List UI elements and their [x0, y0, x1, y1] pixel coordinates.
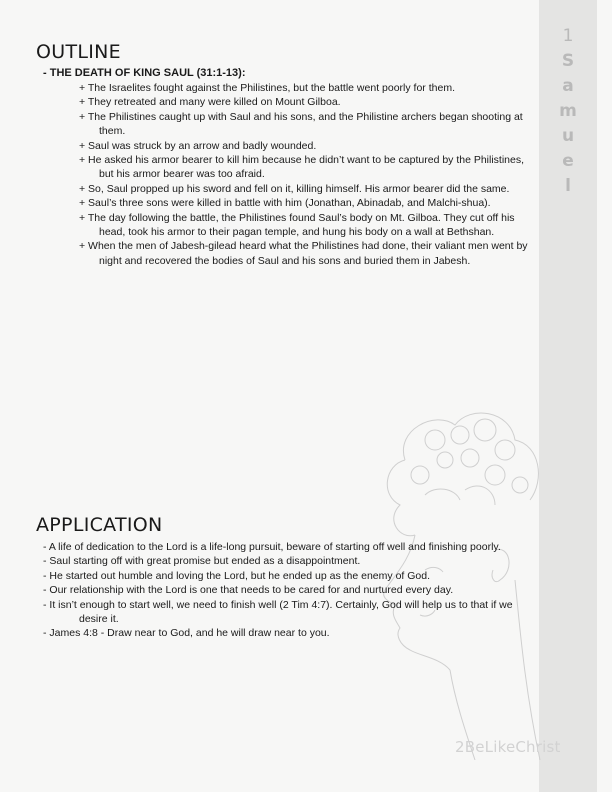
outline-item: + Saul was struck by an arrow and badly wounded. [79, 139, 317, 152]
application-list [43, 540, 533, 641]
book-sidebar [539, 0, 597, 792]
outline-item: + The day following the battle, the Philistines found Saul’s body on Mt. Gilboa. They cut off his head, took his armor to their pagan temple, and hung his body on a wall at Bethshan. [79, 211, 515, 239]
sidebar-letter: S [561, 51, 575, 71]
outline-heading: OUTLINE [36, 41, 121, 63]
sidebar-book-title [539, 24, 597, 199]
application-item: - Saul starting off with great promise but ended as a disappointment. [43, 555, 361, 568]
sidebar-letter: e [562, 151, 574, 171]
outline-item: + When the men of Jabesh-gilead heard what the Philistines had done, their valiant men went by night and recovered the bodies of Saul and his sons and buried them in Jabesh. [79, 240, 528, 267]
application-heading: APPLICATION [36, 514, 163, 536]
outline-item: + They retreated and many were killed on Mount Gilboa. [79, 96, 341, 109]
sidebar-book-number: 1 [562, 26, 574, 46]
outline-item: + Saul’s three sons were killed in battle with him (Jonathan, Abinadab, and Malchi-shua). [79, 197, 491, 210]
application-item: - It isn’t enough to start well, we need to finish well (2 Tim 4:7). Certainly, God will help us to that if we desire it. [43, 598, 513, 626]
application-item: - A life of dedication to the Lord is a life-long pursuit, beware of starting off well and finishing poorly. [43, 541, 501, 553]
application-item: - Our relationship with the Lord is one that needs to be cared for and nurtured every day. [43, 584, 454, 597]
outline-section-title: - THE DEATH OF KING SAUL (31:1-13): [43, 67, 246, 79]
outline-item: + So, Saul propped up his sword and fell on it, killing himself. His armor bearer did the same. [79, 182, 510, 195]
sidebar-letter: u [561, 126, 575, 146]
sidebar-letter: l [565, 176, 571, 196]
outline-item: + The Philistines caught up with Saul and his sons, and the Philistine archers began shooting at them. [79, 110, 523, 138]
application-item: - James 4:8 - Draw near to God, and he will draw near to you. [43, 627, 330, 640]
application-item: - He started out humble and loving the Lord, but he ended up as the enemy of God. [43, 569, 431, 582]
outline-item: + The Israelites fought against the Philistines, but the battle went poorly for them. [79, 82, 455, 94]
outline-list [79, 81, 529, 268]
sidebar-letter: a [562, 76, 574, 96]
sidebar-letter: m [559, 101, 577, 121]
outline-item: + He asked his armor bearer to kill him because he didn’t want to be captured by the Philistines, but his armor bearer was too afraid. [79, 154, 525, 181]
site-watermark: 2BeLikeChrist [455, 738, 561, 756]
